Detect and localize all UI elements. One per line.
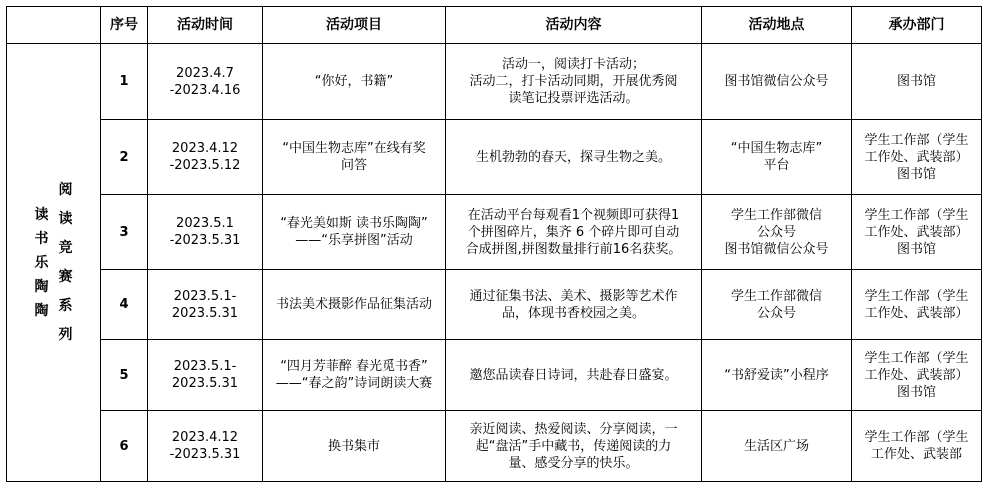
- content-cell: [446, 340, 702, 411]
- place-cell: [702, 44, 852, 120]
- dept-cell: [852, 340, 982, 411]
- table-row: [7, 44, 982, 120]
- content-line: 量、感受分享的快乐。: [508, 455, 639, 471]
- project-line: 换书集市: [327, 438, 380, 454]
- dept-line: 工作处、武装部）: [864, 367, 969, 383]
- header-seq: 序号: [101, 7, 148, 44]
- dept-line: 学生工作部（学生: [864, 207, 969, 223]
- content-line: 个拼图碎片，集齐 6 个碎片即可自动: [467, 224, 680, 240]
- series-char: 列: [58, 326, 73, 343]
- series-char: 陶: [34, 278, 49, 295]
- dept-line: 学生工作部（学生: [864, 288, 969, 304]
- table-row: [7, 411, 982, 482]
- dept-line: 学生工作部（学生: [864, 132, 969, 148]
- project-cell: [263, 411, 446, 482]
- content-cell: [446, 270, 702, 340]
- content-cell: [446, 195, 702, 270]
- time-cell: [148, 340, 263, 411]
- content-line: 品，体现书香校园之美。: [501, 305, 645, 321]
- project-cell: [263, 44, 446, 120]
- seq-cell: 6: [101, 411, 148, 482]
- table-row: [7, 120, 982, 195]
- dept-line: 工作处、武装部）: [864, 305, 969, 321]
- series-char: 乐: [34, 254, 49, 271]
- series-char: 读: [34, 206, 49, 223]
- place-line: 学生工作部微信: [730, 207, 822, 223]
- place-cell: [702, 411, 852, 482]
- dept-line: 学生工作部（学生: [864, 430, 969, 445]
- place-line: 图书馆微信公众号: [724, 241, 829, 257]
- content-cell: [446, 120, 702, 195]
- series-char: 读: [58, 210, 73, 227]
- time-line: 2023.4.7: [176, 65, 234, 81]
- project-line: “中国生物志库”在线有奖: [282, 141, 426, 156]
- project-line: 书法美术摄影作品征集活动: [275, 297, 432, 312]
- time-line: -2023.5.31: [169, 447, 241, 462]
- content-line: 在活动平台每观看1个视频即可获得1: [467, 207, 680, 223]
- content-line: 读笔记投票评选活动。: [508, 91, 639, 106]
- series-label-cell: [7, 44, 101, 482]
- content-line: 活动一，阅读打卡活动；: [501, 57, 645, 72]
- place-line: 图书馆微信公众号: [724, 74, 829, 89]
- table-body: [7, 44, 982, 482]
- series-char: 阅: [58, 181, 73, 198]
- time-line: 2023.5.31: [171, 305, 239, 321]
- series-char: 竞: [58, 239, 73, 256]
- table-row: [7, 270, 982, 340]
- header-dept: 承办部门: [852, 7, 982, 44]
- content-line: 亲近阅读、热爱阅读、分享阅读，一: [469, 421, 678, 437]
- series-header-cell: [7, 7, 101, 44]
- time-line: -2023.4.16: [169, 82, 241, 98]
- series-char: 书: [34, 230, 49, 247]
- dept-line: 图书馆: [896, 384, 936, 400]
- header-project: 活动项目: [263, 7, 446, 44]
- project-cell: [263, 120, 446, 195]
- time-line: 2023.5.1: [176, 216, 234, 231]
- dept-line: 工作处、武装部: [870, 447, 962, 462]
- project-line: 问答: [340, 158, 367, 173]
- seq-cell: 2: [101, 120, 148, 195]
- header-content: 活动内容: [446, 7, 702, 44]
- dept-line: 工作处、武装部）: [864, 149, 969, 165]
- table-row: [7, 195, 982, 270]
- place-line: 生活区广场: [743, 438, 809, 454]
- header-place: 活动地点: [702, 7, 852, 44]
- time-cell: [148, 44, 263, 120]
- dept-cell: [852, 270, 982, 340]
- place-line: “书舒爱读”小程序: [724, 367, 829, 383]
- dept-line: 图书馆: [896, 74, 936, 89]
- dept-line: 图书馆: [896, 166, 936, 182]
- project-cell: [263, 195, 446, 270]
- dept-line: 工作处、武装部）: [864, 224, 969, 240]
- place-cell: [702, 120, 852, 195]
- header-time: 活动时间: [148, 7, 263, 44]
- project-line: “四月芳菲醉 春光觅书香”: [280, 359, 428, 374]
- seq-cell: 1: [101, 44, 148, 120]
- project-line: “你好，书籍”: [314, 74, 394, 89]
- content-line: 合成拼图,拼图数量排行前16名获奖。: [465, 241, 682, 257]
- project-cell: [263, 270, 446, 340]
- time-cell: [148, 120, 263, 195]
- time-cell: [148, 411, 263, 482]
- series-char: 赛: [58, 268, 73, 285]
- place-line: 学生工作部微信: [730, 288, 822, 304]
- project-line: ——“乐享拼图”活动: [295, 233, 413, 248]
- dept-line: 学生工作部（学生: [864, 350, 969, 366]
- dept-cell: [852, 44, 982, 120]
- time-line: 2023.4.12: [171, 141, 239, 156]
- content-cell: [446, 44, 702, 120]
- series-label: [11, 176, 96, 350]
- time-line: 2023.5.31: [171, 376, 239, 391]
- time-line: 2023.4.12: [171, 430, 239, 445]
- content-line: 起“盘活”手中藏书，传递阅读的力: [475, 438, 672, 454]
- project-line: “春光美如斯 读书乐陶陶”: [280, 216, 428, 231]
- seq-cell: 4: [101, 270, 148, 340]
- time-line: -2023.5.31: [169, 233, 241, 248]
- project-cell: [263, 340, 446, 411]
- dept-cell: [852, 120, 982, 195]
- time-cell: [148, 195, 263, 270]
- place-cell: [702, 340, 852, 411]
- header-row: [7, 7, 982, 44]
- time-line: 2023.5.1-: [173, 359, 237, 374]
- content-cell: [446, 411, 702, 482]
- dept-cell: [852, 411, 982, 482]
- place-cell: [702, 270, 852, 340]
- series-title-left: [35, 203, 49, 323]
- table-row: [7, 340, 982, 411]
- time-line: -2023.5.12: [169, 158, 241, 173]
- place-line: 公众号: [756, 305, 796, 321]
- place-line: 公众号: [756, 224, 796, 240]
- content-line: 生机勃勃的春天，探寻生物之美。: [475, 149, 671, 165]
- project-line: ——“春之韵”诗词朗读大赛: [275, 376, 433, 391]
- place-line: 平台: [763, 158, 790, 173]
- activity-table: [6, 6, 982, 482]
- content-line: 邀您品读春日诗词，共赴春日盛宴。: [469, 367, 678, 383]
- series-char: 系: [58, 297, 73, 314]
- series-char: 陶: [34, 302, 49, 319]
- place-cell: [702, 195, 852, 270]
- dept-cell: [852, 195, 982, 270]
- place-line: “中国生物志库”: [730, 141, 823, 156]
- dept-line: 图书馆: [896, 241, 936, 257]
- time-line: 2023.5.1-: [173, 288, 237, 304]
- seq-cell: 5: [101, 340, 148, 411]
- seq-cell: 3: [101, 195, 148, 270]
- time-cell: [148, 270, 263, 340]
- series-title-right: [59, 176, 73, 350]
- content-line: 通过征集书法、美术、摄影等艺术作: [469, 288, 678, 304]
- content-line: 活动二，打卡活动同期，开展优秀阅: [469, 74, 678, 89]
